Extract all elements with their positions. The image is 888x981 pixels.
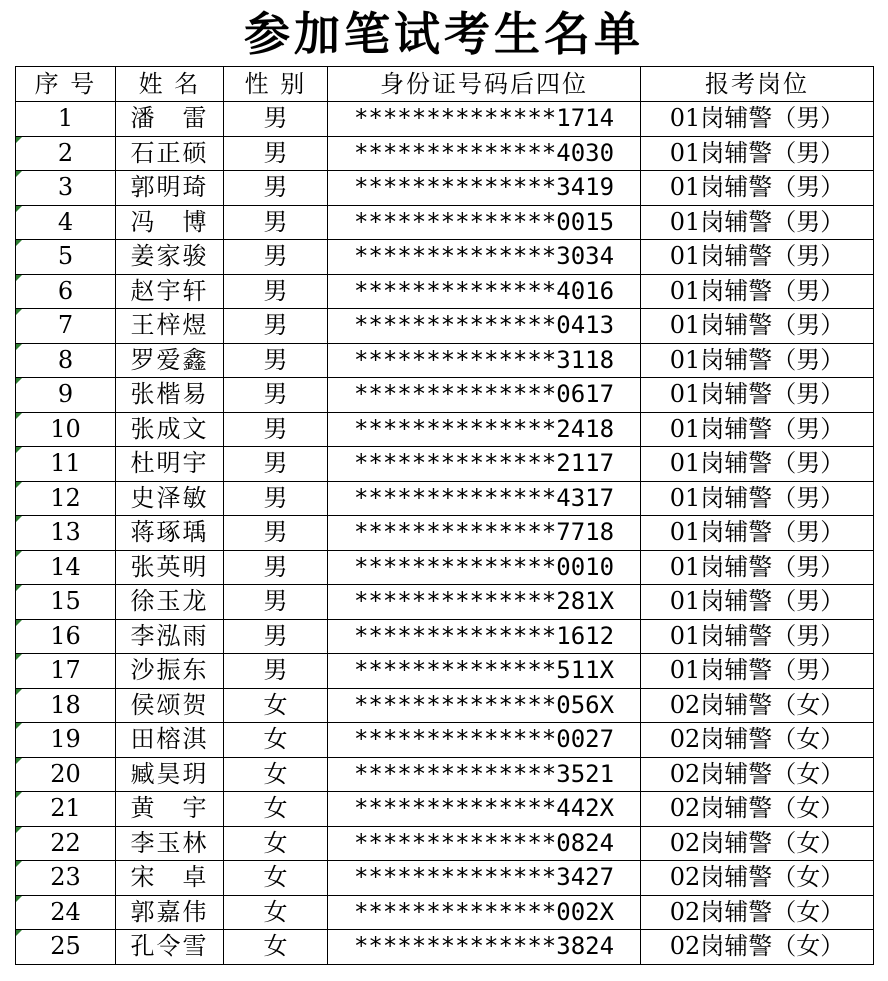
cell-id-last-four: **************002X [328,895,641,930]
cell-name: 冯 博 [116,205,224,240]
cell-comment-marker-icon [16,137,22,143]
table-row [16,102,874,137]
cell-gender: 男 [224,447,328,482]
table-row [16,309,874,344]
cell-name: 张英明 [116,550,224,585]
cell-gender: 男 [224,516,328,551]
table-row [16,861,874,896]
cell-applied-post: 01岗辅警（男） [641,447,874,482]
cell-gender: 男 [224,136,328,171]
cell-name: 罗爱鑫 [116,343,224,378]
cell-applied-post: 01岗辅警（男） [641,309,874,344]
cell-serial-number: 6 [16,274,116,309]
cell-comment-marker-icon [16,240,22,246]
cell-comment-marker-icon [16,344,22,350]
cell-serial-number: 22 [16,826,116,861]
cell-name: 蒋琢瑀 [116,516,224,551]
cell-applied-post: 02岗辅警（女） [641,792,874,827]
cell-gender: 男 [224,171,328,206]
cell-id-last-four: **************1612 [328,619,641,654]
cell-id-last-four: **************3419 [328,171,641,206]
cell-name: 田榕淇 [116,723,224,758]
cell-applied-post: 01岗辅警（男） [641,619,874,654]
cell-gender: 女 [224,757,328,792]
cell-comment-marker-icon [16,206,22,212]
cell-comment-marker-icon [16,551,22,557]
cell-id-last-four: **************4016 [328,274,641,309]
cell-applied-post: 01岗辅警（男） [641,240,874,275]
cell-applied-post: 01岗辅警（男） [641,274,874,309]
cell-serial-number: 9 [16,378,116,413]
cell-gender: 男 [224,550,328,585]
cell-id-last-four: **************2418 [328,412,641,447]
cell-id-last-four: **************1714 [328,102,641,137]
cell-serial-number: 19 [16,723,116,758]
cell-id-last-four: **************7718 [328,516,641,551]
table-row [16,550,874,585]
cell-id-last-four: **************4317 [328,481,641,516]
cell-comment-marker-icon [16,585,22,591]
cell-applied-post: 02岗辅警（女） [641,895,874,930]
cell-applied-post: 02岗辅警（女） [641,688,874,723]
cell-comment-marker-icon [16,275,22,281]
header-id-last-four: 身份证号码后四位 [328,67,641,102]
cell-gender: 女 [224,723,328,758]
cell-serial-number: 24 [16,895,116,930]
cell-name: 黄 宇 [116,792,224,827]
cell-comment-marker-icon [16,689,22,695]
table-row [16,516,874,551]
cell-id-last-four: **************3034 [328,240,641,275]
cell-serial-number: 13 [16,516,116,551]
cell-serial-number: 3 [16,171,116,206]
cell-comment-marker-icon [16,930,22,936]
cell-gender: 男 [224,240,328,275]
cell-applied-post: 01岗辅警（男） [641,550,874,585]
cell-serial-number: 11 [16,447,116,482]
cell-id-last-four: **************3824 [328,930,641,965]
cell-gender: 男 [224,619,328,654]
cell-applied-post: 02岗辅警（女） [641,930,874,965]
cell-name: 王梓煜 [116,309,224,344]
cell-serial-number: 10 [16,412,116,447]
header-applied-post: 报考岗位 [641,67,874,102]
cell-gender: 男 [224,205,328,240]
cell-comment-marker-icon [16,378,22,384]
cell-comment-marker-icon [16,792,22,798]
cell-id-last-four: **************0413 [328,309,641,344]
cell-applied-post: 01岗辅警（男） [641,412,874,447]
table-row [16,378,874,413]
cell-id-last-four: **************442X [328,792,641,827]
cell-comment-marker-icon [16,482,22,488]
cell-applied-post: 02岗辅警（女） [641,757,874,792]
cell-applied-post: 01岗辅警（男） [641,585,874,620]
cell-name: 徐玉龙 [116,585,224,620]
cell-applied-post: 02岗辅警（女） [641,826,874,861]
cell-serial-number: 1 [16,102,116,137]
cell-comment-marker-icon [16,413,22,419]
cell-comment-marker-icon [16,861,22,867]
cell-serial-number: 2 [16,136,116,171]
cell-applied-post: 01岗辅警（男） [641,516,874,551]
cell-id-last-four: **************2117 [328,447,641,482]
cell-name: 沙振东 [116,654,224,689]
cell-name: 张楷易 [116,378,224,413]
table-row [16,171,874,206]
cell-applied-post: 01岗辅警（男） [641,171,874,206]
table-row [16,757,874,792]
cell-name: 侯颂贺 [116,688,224,723]
cell-comment-marker-icon [16,896,22,902]
cell-comment-marker-icon [16,758,22,764]
cell-comment-marker-icon [16,171,22,177]
cell-gender: 男 [224,481,328,516]
cell-applied-post: 01岗辅警（男） [641,481,874,516]
cell-gender: 女 [224,930,328,965]
cell-applied-post: 02岗辅警（女） [641,723,874,758]
table-row [16,205,874,240]
cell-id-last-four: **************0015 [328,205,641,240]
table-row [16,654,874,689]
cell-name: 宋 卓 [116,861,224,896]
table-row [16,688,874,723]
table-row [16,343,874,378]
cell-applied-post: 01岗辅警（男） [641,102,874,137]
cell-applied-post: 01岗辅警（男） [641,343,874,378]
cell-comment-marker-icon [16,516,22,522]
table-row [16,792,874,827]
cell-name: 张成文 [116,412,224,447]
cell-serial-number: 23 [16,861,116,896]
candidate-table [15,66,874,965]
table-row [16,930,874,965]
cell-id-last-four: **************3118 [328,343,641,378]
cell-id-last-four: **************281X [328,585,641,620]
table-row [16,585,874,620]
table-row [16,240,874,275]
cell-gender: 女 [224,895,328,930]
cell-applied-post: 01岗辅警（男） [641,136,874,171]
table-row [16,274,874,309]
cell-gender: 男 [224,343,328,378]
cell-comment-marker-icon [16,447,22,453]
cell-id-last-four: **************0027 [328,723,641,758]
table-row [16,481,874,516]
cell-name: 姜家骏 [116,240,224,275]
cell-applied-post: 01岗辅警（男） [641,205,874,240]
cell-name: 郭明琦 [116,171,224,206]
cell-name: 杜明宇 [116,447,224,482]
cell-comment-marker-icon [16,654,22,660]
cell-gender: 男 [224,654,328,689]
cell-serial-number: 17 [16,654,116,689]
cell-id-last-four: **************0824 [328,826,641,861]
cell-comment-marker-icon [16,827,22,833]
cell-gender: 男 [224,378,328,413]
cell-name: 赵宇轩 [116,274,224,309]
cell-gender: 男 [224,412,328,447]
cell-serial-number: 8 [16,343,116,378]
cell-name: 孔令雪 [116,930,224,965]
header-name: 姓 名 [116,67,224,102]
cell-serial-number: 25 [16,930,116,965]
cell-applied-post: 01岗辅警（男） [641,654,874,689]
cell-gender: 女 [224,688,328,723]
table-row [16,895,874,930]
table-body [16,102,874,965]
cell-id-last-four: **************3521 [328,757,641,792]
header-serial-number: 序 号 [16,67,116,102]
cell-name: 史泽敏 [116,481,224,516]
cell-serial-number: 14 [16,550,116,585]
cell-serial-number: 16 [16,619,116,654]
table-row [16,723,874,758]
cell-gender: 男 [224,585,328,620]
cell-name: 潘 雷 [116,102,224,137]
cell-comment-marker-icon [16,309,22,315]
table-header [16,67,874,102]
cell-gender: 女 [224,861,328,896]
header-gender: 性 别 [224,67,328,102]
cell-gender: 男 [224,274,328,309]
cell-id-last-four: **************511X [328,654,641,689]
cell-id-last-four: **************4030 [328,136,641,171]
cell-id-last-four: **************0010 [328,550,641,585]
cell-serial-number: 7 [16,309,116,344]
cell-serial-number: 12 [16,481,116,516]
cell-applied-post: 01岗辅警（男） [641,378,874,413]
table-row [16,412,874,447]
header-row [16,67,874,102]
cell-gender: 男 [224,102,328,137]
cell-serial-number: 5 [16,240,116,275]
cell-serial-number: 4 [16,205,116,240]
cell-gender: 女 [224,826,328,861]
cell-id-last-four: **************056X [328,688,641,723]
cell-gender: 男 [224,309,328,344]
cell-serial-number: 18 [16,688,116,723]
table-row [16,619,874,654]
cell-name: 李玉林 [116,826,224,861]
cell-serial-number: 20 [16,757,116,792]
cell-name: 郭嘉伟 [116,895,224,930]
cell-id-last-four: **************0617 [328,378,641,413]
cell-id-last-four: **************3427 [328,861,641,896]
cell-serial-number: 21 [16,792,116,827]
table-row [16,136,874,171]
page-title: 参加笔试考生名单 [244,7,644,61]
cell-name: 李泓雨 [116,619,224,654]
cell-gender: 女 [224,792,328,827]
cell-comment-marker-icon [16,723,22,729]
table-row [16,826,874,861]
table-row [16,447,874,482]
cell-name: 石正硕 [116,136,224,171]
cell-comment-marker-icon [16,620,22,626]
cell-name: 臧昊玥 [116,757,224,792]
cell-serial-number: 15 [16,585,116,620]
cell-applied-post: 02岗辅警（女） [641,861,874,896]
